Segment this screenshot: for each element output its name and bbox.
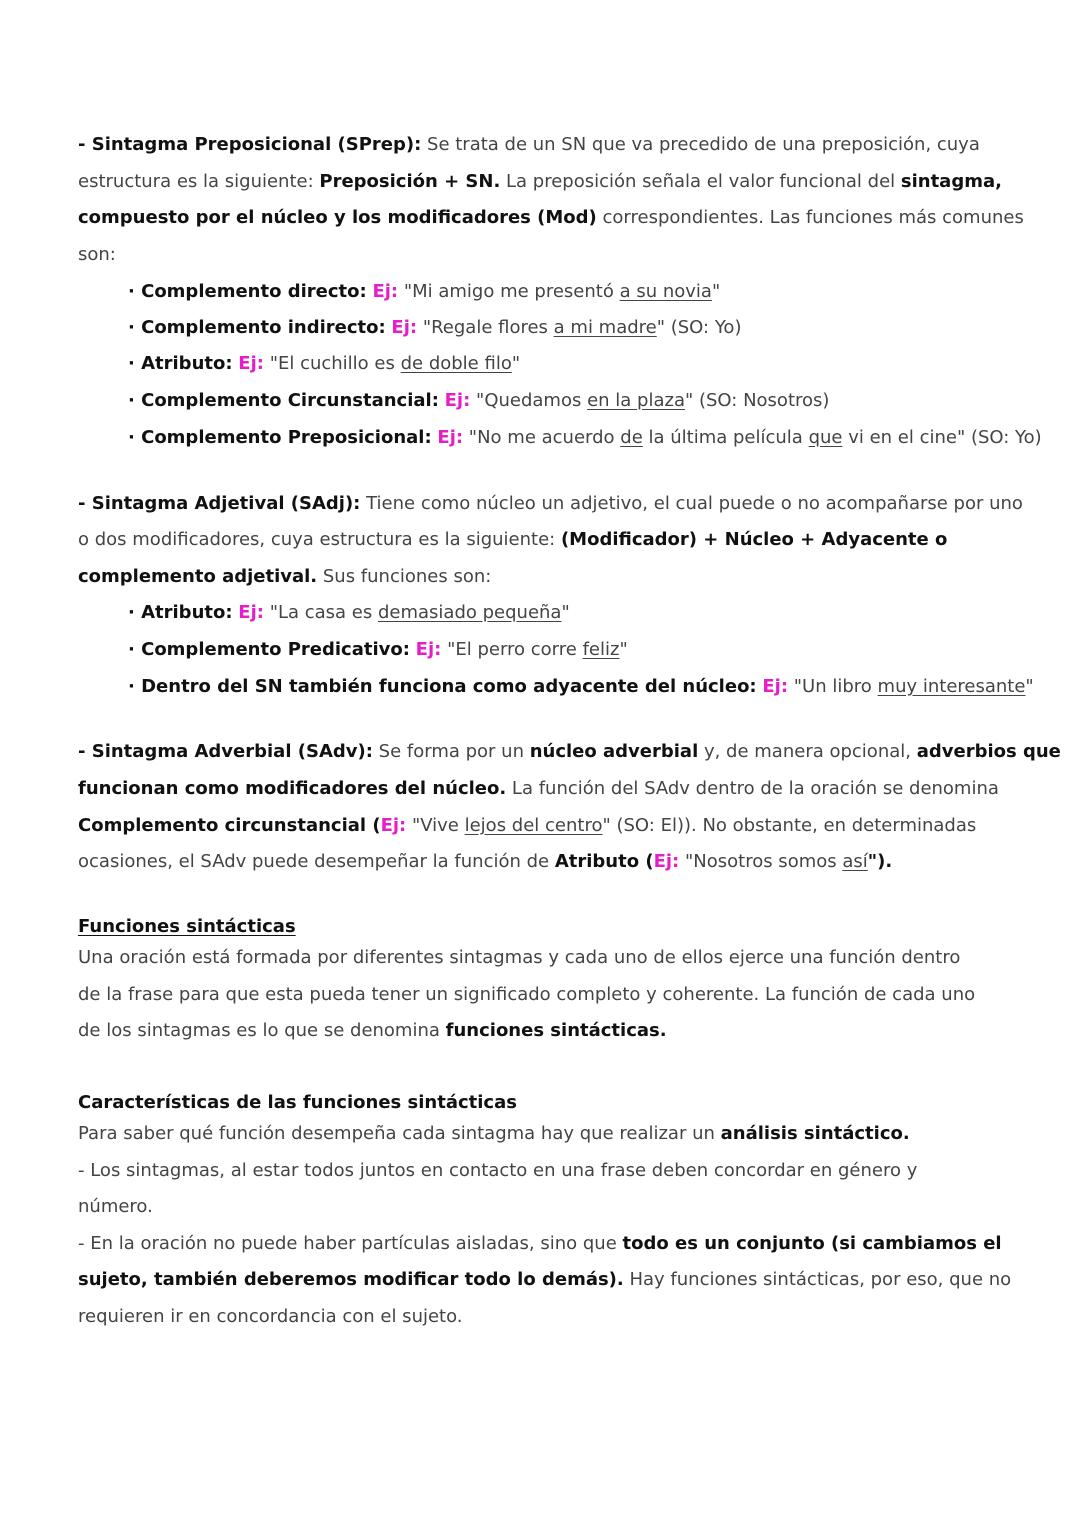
example-text: "Un libro — [788, 676, 878, 697]
sadv-bold: "). — [867, 851, 893, 872]
sadv-bold: adverbios que — [916, 741, 1061, 762]
example-underline: lejos del centro — [464, 815, 603, 836]
sadv-text: y, de manera opcional, — [698, 741, 917, 762]
ej-label: Ej: — [762, 676, 789, 697]
list-item — [128, 352, 1058, 376]
example-underline: a su novia — [619, 281, 712, 302]
paragraph-bold: funciones sintácticas. — [445, 1020, 667, 1041]
example-text: " (SO: Yo) — [656, 317, 742, 338]
example-text: "El perro corre — [441, 639, 583, 660]
item-label: · Complemento indirecto: — [128, 317, 386, 338]
paragraph-bold: todo es un conjunto (si cambiamos el — [622, 1233, 1002, 1254]
paragraph-text: de los sintagmas es lo que se denomina — [78, 1020, 446, 1041]
sprep-text: Se trata de un SN que va precedido de una preposición, cuya — [421, 134, 980, 155]
paragraph-text: requieren ir en concordancia con el sujeto. — [78, 1306, 463, 1327]
example-text: "No me acuerdo — [463, 427, 621, 448]
sadj-bold: complemento adjetival. — [78, 566, 318, 587]
example-underline: de — [620, 427, 643, 448]
sadv-line-2 — [78, 777, 1008, 801]
caracteristicas-title-line — [78, 1091, 1008, 1115]
sadj-text: Sus funciones son: — [317, 566, 492, 587]
example-text: "Regale flores — [417, 317, 554, 338]
sadj-text: o dos modificadores, cuya estructura es la siguiente: — [78, 529, 561, 550]
sprep-bold: sintagma, — [900, 171, 1002, 192]
example-text: la última película — [642, 427, 809, 448]
sadj-text: Tiene como núcleo un adjetivo, el cual puede o no acompañarse por uno — [360, 493, 1023, 514]
sprep-text: son: — [78, 244, 116, 265]
funciones-line-2 — [78, 983, 1008, 1007]
list-item — [128, 426, 1058, 450]
ej-label: Ej: — [238, 602, 264, 623]
caracteristicas-line-3 — [78, 1195, 1008, 1219]
sprep-heading: - Sintagma Preposicional (SPrep): — [78, 134, 422, 155]
example-underline: de doble filo — [400, 353, 512, 374]
sprep-line-3 — [78, 206, 1024, 230]
sadv-text: La función del SAdv dentro de la oración se denomina — [506, 778, 999, 799]
paragraph-text: Hay funciones sintácticas, por eso, que no — [623, 1269, 1012, 1290]
item-label: · Complemento Preposicional: — [128, 427, 432, 448]
list-item — [128, 638, 1058, 662]
example-text: " — [711, 281, 721, 302]
example-underline: que — [808, 427, 843, 448]
caracteristicas-line-2 — [78, 1159, 1008, 1183]
sadv-bold: Complemento circunstancial ( — [78, 815, 381, 836]
ej-label: Ej: — [238, 353, 264, 374]
paragraph-text: de la frase para que esta pueda tener un significado completo y coherente. La función de cada uno — [78, 984, 976, 1005]
list-item — [128, 316, 1058, 340]
example-underline: a mi madre — [553, 317, 657, 338]
ej-label: Ej: — [372, 281, 399, 302]
ej-label: Ej: — [437, 427, 464, 448]
caracteristicas-line-4 — [78, 1232, 1008, 1256]
example-text: " — [561, 602, 570, 623]
list-item — [128, 675, 1058, 699]
ej-label: Ej: — [380, 815, 407, 836]
item-label: · Dentro del SN también funciona como adyacente del núcleo: — [128, 676, 757, 697]
paragraph-text: Para saber qué función desempeña cada sintagma hay que realizar un — [78, 1123, 721, 1144]
paragraph-text: - Los sintagmas, al estar todos juntos en contacto en una frase deben concordar en género y — [78, 1160, 918, 1181]
caracteristicas-line-5 — [78, 1268, 1012, 1292]
section-title: Características de las funciones sintácticas — [78, 1092, 517, 1113]
sprep-text: correspondientes. Las funciones más comunes — [596, 207, 1024, 228]
list-item — [128, 389, 1058, 413]
item-label: · Complemento Predicativo: — [128, 639, 410, 660]
sadv-text: "Nosotros somos — [679, 851, 843, 872]
sadj-line-1 — [78, 492, 1023, 516]
example-text: vi en el cine" (SO: Yo) — [842, 427, 1042, 448]
example-underline: así — [842, 851, 868, 872]
caracteristicas-line-6 — [78, 1305, 1008, 1329]
example-text: "Quedamos — [470, 390, 588, 411]
example-text: "La casa es — [263, 602, 378, 623]
sprep-bold: Preposición + SN. — [319, 171, 501, 192]
sprep-bold: compuesto por el núcleo y los modificadores (Mod) — [78, 207, 597, 228]
sadv-line-1 — [78, 740, 1061, 764]
sprep-text: estructura es la siguiente: — [78, 171, 320, 192]
sprep-line-4 — [78, 243, 1008, 267]
example-text: " (SO: Nosotros) — [684, 390, 830, 411]
example-text: " — [619, 639, 628, 660]
paragraph-text: número. — [78, 1196, 153, 1217]
example-text: "El cuchillo es — [263, 353, 401, 374]
example-underline: feliz — [582, 639, 620, 660]
funciones-line-1 — [78, 946, 1008, 970]
sadv-bold: Atributo ( — [554, 851, 654, 872]
example-underline: muy interesante — [877, 676, 1026, 697]
section-title: Funciones sintácticas — [78, 916, 296, 937]
item-label: · Complemento Circunstancial: — [128, 390, 439, 411]
paragraph-text: - En la oración no puede haber partículas aisladas, sino que — [78, 1233, 623, 1254]
ej-label: Ej: — [444, 390, 471, 411]
sadv-bold: núcleo adverbial — [529, 741, 699, 762]
example-underline: en la plaza — [587, 390, 685, 411]
caracteristicas-line-1 — [78, 1122, 1008, 1146]
example-text: " — [511, 353, 521, 374]
sprep-text: La preposición señala el valor funcional del — [500, 171, 901, 192]
sprep-line-2 — [78, 170, 1008, 194]
sadj-line-2 — [78, 528, 1008, 552]
sadv-text: Se forma por un — [372, 741, 530, 762]
ej-label: Ej: — [415, 639, 442, 660]
sadj-line-3 — [78, 565, 1008, 589]
sadv-line-4 — [78, 850, 1008, 874]
sadj-bold: (Modificador) + Núcleo + Adyacente o — [560, 529, 948, 550]
example-text: " — [1025, 676, 1034, 697]
sadv-text: " (SO: El)). — [602, 815, 697, 836]
list-item — [128, 280, 1058, 304]
paragraph-bold: sujeto, también deberemos modificar todo lo demás). — [78, 1269, 624, 1290]
paragraph-bold: análisis sintáctico. — [720, 1123, 910, 1144]
list-item — [128, 601, 1058, 625]
sadv-heading: - Sintagma Adverbial (SAdv): — [78, 741, 373, 762]
sadv-bold: funcionan como modificadores del núcleo. — [78, 778, 507, 799]
sadv-text: No obstante, en determinadas — [696, 815, 977, 836]
paragraph-text: Una oración está formada por diferentes sintagmas y cada uno de ellos ejerce una función dentro — [78, 947, 961, 968]
funciones-line-3 — [78, 1019, 1008, 1043]
funciones-title-line — [78, 915, 1008, 939]
example-underline: demasiado pequeña — [377, 602, 562, 623]
example-text: "Mi amigo me presentó — [398, 281, 620, 302]
item-label: · Complemento directo: — [128, 281, 367, 302]
item-label: · Atributo: — [128, 602, 233, 623]
item-label: · Atributo: — [128, 353, 233, 374]
sprep-line-1 — [78, 133, 1008, 157]
sadv-text: "Vive — [406, 815, 465, 836]
ej-label: Ej: — [653, 851, 680, 872]
sadj-heading: - Sintagma Adjetival (SAdj): — [78, 493, 361, 514]
sadv-text: ocasiones, el SAdv puede desempeñar la función de — [78, 851, 555, 872]
sadv-line-3 — [78, 814, 1008, 838]
ej-label: Ej: — [391, 317, 418, 338]
